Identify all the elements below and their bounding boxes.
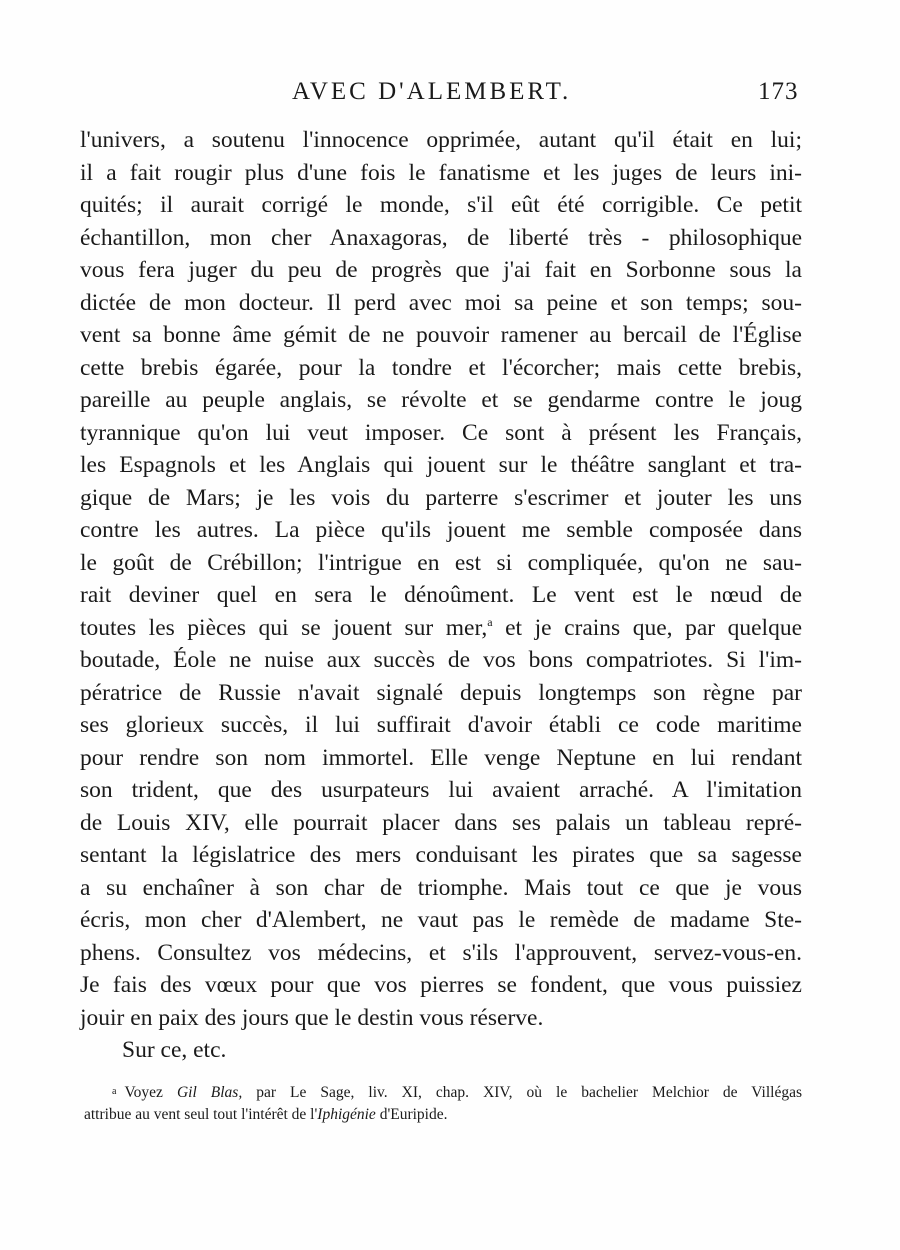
text-line: pareille au peuple anglais, se révolte et se gendarme contre le joug [80,387,802,413]
text-line: les Espagnols et les Anglais qui jouent sur le théâtre sanglant et tra- [80,452,802,478]
text-line: pératrice de Russie n'avait signalé depuis longtemps son règne par [80,679,802,706]
text-line: il a fait rougir plus d'une fois le fanatisme et les juges de leurs ini- [80,159,802,186]
running-title: AVEC D'ALEMBERT. [292,78,572,105]
body-text [80,124,802,1067]
text-line: sentant la législatrice des mers conduisant les pirates que sa sagesse [80,842,802,868]
text-line: son trident, que des usurpateurs lui avaient arraché. A l'imitation [80,777,802,803]
text-line: pour rendre son nom immortel. Elle venge Neptune en lui rendant [80,744,802,771]
text-fragment: toutes les pièces qui se jouent sur mer, [80,614,488,641]
footnote-line [84,1103,802,1126]
text-line: de Louis XIV, elle pourrait placer dans ses palais un tableau repré- [80,809,802,836]
text-line: dictée de mon docteur. Il perd avec moi sa peine et son temps; sou- [80,289,802,316]
text-line: boutade, Éole ne nuise aux succès de vos bons compatriotes. Si l'im- [80,647,802,673]
text-line: contre les autres. La pièce qu'ils jouent me semble composée dans [80,517,802,543]
text-line: écris, mon cher d'Alembert, ne vaut pas le remède de madame Ste- [80,907,802,933]
footnote [84,1080,802,1126]
footnote-text: d'Euripide. [375,1106,448,1123]
text-line: quités; il aurait corrigé le monde, s'il eût été corrigible. Ce petit [80,192,802,218]
text-line: l'univers, a soutenu l'innocence opprimée, autant qu'il était en lui; [80,127,802,153]
paragraph-last-line: jouir en paix des jours que le destin vous réserve. [80,1004,544,1031]
text-line: échantillon, mon cher Anaxagoras, de liberté très - philosophique [80,224,802,251]
text-line-with-footnote-ref [80,612,802,645]
text-line: phens. Consultez vos médecins, et s'ils l'approuvent, servez-vous-en. [80,939,802,966]
text-line: Je fais des vœux pour que vos pierres se fondent, que vous puissiez [80,972,802,998]
footnote-text: Voyez [124,1084,177,1101]
text-line: le goût de Crébillon; l'intrigue en est si compliquée, qu'on ne sau- [80,549,802,576]
play-title-iphigenie: Iphigénie [317,1106,376,1123]
text-fragment: et je crains que, par quelque [492,614,802,641]
text-line: vent sa bonne âme gémit de ne pouvoir ramener au bercail de l'Église [80,322,802,348]
running-head [0,78,900,112]
page-number: 173 [758,78,799,105]
text-line: ses glorieux succès, il lui suffirait d'avoir établi ce code maritime [80,712,802,738]
closing-formula: Sur ce, etc. [122,1037,227,1063]
footnote-reference[interactable]: a [487,614,493,629]
text-line: rait deviner quel en sera le dénoûment. Le vent est le nœud de [80,582,802,608]
text-line: cette brebis égarée, pour la tondre et l'écorcher; mais cette brebis, [80,354,802,381]
footnote-text: par Le Sage, liv. XI, chap. XIV, où le bachelier Melchior de Villégas [242,1084,802,1101]
footnote-text: attribue au vent seul tout l'intérêt de l' [84,1106,318,1123]
text-line: a su enchaîner à son char de triomphe. Mais tout ce que je vous [80,874,802,901]
book-title-gil-blas: Gil Blas, [176,1084,243,1101]
text-line: tyrannique qu'on lui veut imposer. Ce sont à présent les Français, [80,419,802,446]
text-line: gique de Mars; je les vois du parterre s'escrimer et jouter les uns [80,484,802,511]
footnote-line [84,1080,802,1103]
footnote-marker: a [112,1086,117,1097]
text-line: vous fera juger du peu de progrès que j'ai fait en Sorbonne sous la [80,257,802,283]
